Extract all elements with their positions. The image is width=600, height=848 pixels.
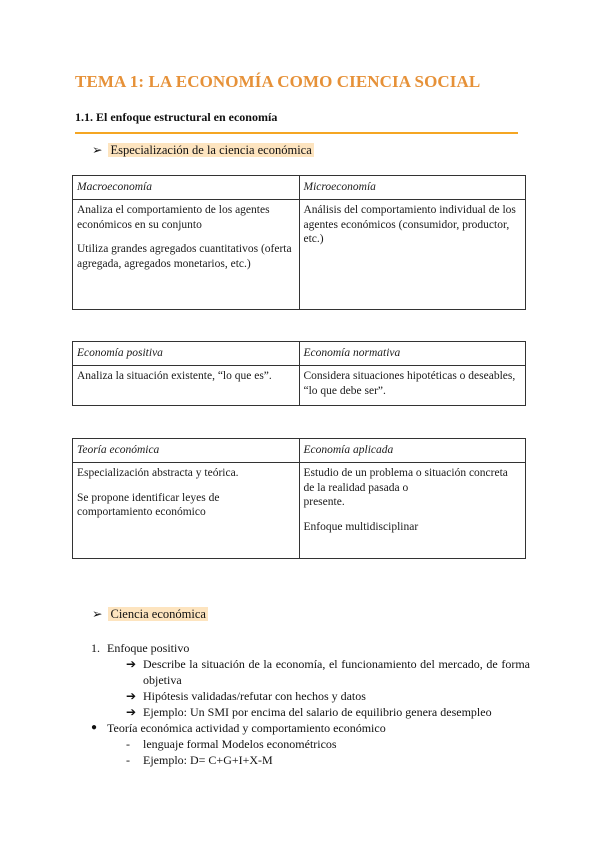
subsection-label: Especialización de la ciencia económica: [110, 143, 312, 157]
list-item-text: Ejemplo: Un SMI por encima del salario de equilibrio genera desempleo: [143, 705, 492, 719]
table-cell: [73, 463, 300, 559]
cell-text: Se propone identificar leyes de comportamiento económico: [77, 491, 220, 518]
list-item: [75, 752, 530, 768]
list-item: [75, 704, 530, 720]
cell-text: Utiliza grandes agregados cuantitativos (oferta agregada, agregados monetarios, etc.): [77, 243, 292, 270]
list-item: [75, 640, 530, 656]
table-cell: [299, 200, 526, 310]
table-header-macroeconomia: Macroeconomía: [73, 176, 300, 200]
cell-text: Estudio de un problema o situación concreta de la realidad pasada o: [303, 467, 508, 494]
table-header-microeconomia: Microeconomía: [299, 176, 526, 200]
section-divider: [75, 132, 518, 134]
teoria-aplicada-table: [72, 438, 526, 559]
macro-micro-table: [72, 175, 526, 310]
positiva-normativa-table: [72, 341, 526, 406]
cell-text: Analiza la situación existente, “lo que es”.: [77, 370, 272, 382]
list-item-text: Enfoque positivo: [107, 641, 190, 655]
list-item-text: Hipótesis validadas/refutar con hechos y datos: [143, 689, 366, 703]
numbered-marker: 1.: [91, 641, 100, 655]
dash-bullet-icon: -: [126, 753, 130, 767]
cell-text: Análisis del comportamiento individual de los agentes económicos (consumidor, productor, etc.): [303, 204, 516, 245]
table-header-economia-normativa: Economía normativa: [299, 342, 526, 366]
cell-text: Enfoque multidisciplinar: [303, 520, 419, 533]
dot-bullet-icon: ●: [91, 722, 98, 733]
list-item-text: Ejemplo: D= C+G+I+X-M: [143, 753, 273, 767]
list-item-text: Teoría económica actividad y comportamiento económico: [107, 721, 386, 735]
table-cell: [299, 366, 526, 406]
ciencia-economica-list: [75, 640, 530, 768]
subsection-heading-especializacion: [92, 142, 314, 158]
list-item-text: lenguaje formal Modelos econométricos: [143, 737, 337, 751]
list-item: [75, 656, 530, 688]
cell-text: Especialización abstracta y teórica.: [77, 467, 239, 479]
subsection-heading-ciencia-economica: [92, 606, 208, 622]
list-item: [75, 720, 530, 736]
cell-text: Considera situaciones hipotéticas o deseables, “lo que debe ser”.: [303, 370, 516, 397]
table-cell: [299, 463, 526, 559]
list-item: [75, 688, 530, 704]
cell-text: presente.: [303, 496, 345, 508]
arrow-bullet-icon: ➔: [126, 689, 137, 703]
table-cell: [73, 200, 300, 310]
table-cell: [73, 366, 300, 406]
arrow-bullet-icon: ➔: [126, 705, 137, 719]
cell-text: Analiza el comportamiento de los agentes económicos en su conjunto: [77, 204, 270, 231]
page-title: TEMA 1: LA ECONOMÍA COMO CIENCIA SOCIAL: [75, 72, 481, 91]
table-header-economia-aplicada: Economía aplicada: [299, 439, 526, 463]
list-item: [75, 736, 530, 752]
table-header-economia-positiva: Economía positiva: [73, 342, 300, 366]
table-header-teoria-economica: Teoría económica: [73, 439, 300, 463]
arrowhead-bullet-icon: ➢: [92, 607, 103, 621]
arrowhead-bullet-icon: ➢: [92, 143, 103, 157]
dash-bullet-icon: -: [126, 737, 130, 751]
arrow-bullet-icon: ➔: [126, 657, 137, 671]
subsection-label: Ciencia económica: [110, 607, 206, 621]
list-item-text: Describe la situación de la economía, el funcionamiento del mercado, de forma objetiva: [143, 657, 530, 687]
section-heading: 1.1. El enfoque estructural en economía: [75, 110, 278, 124]
